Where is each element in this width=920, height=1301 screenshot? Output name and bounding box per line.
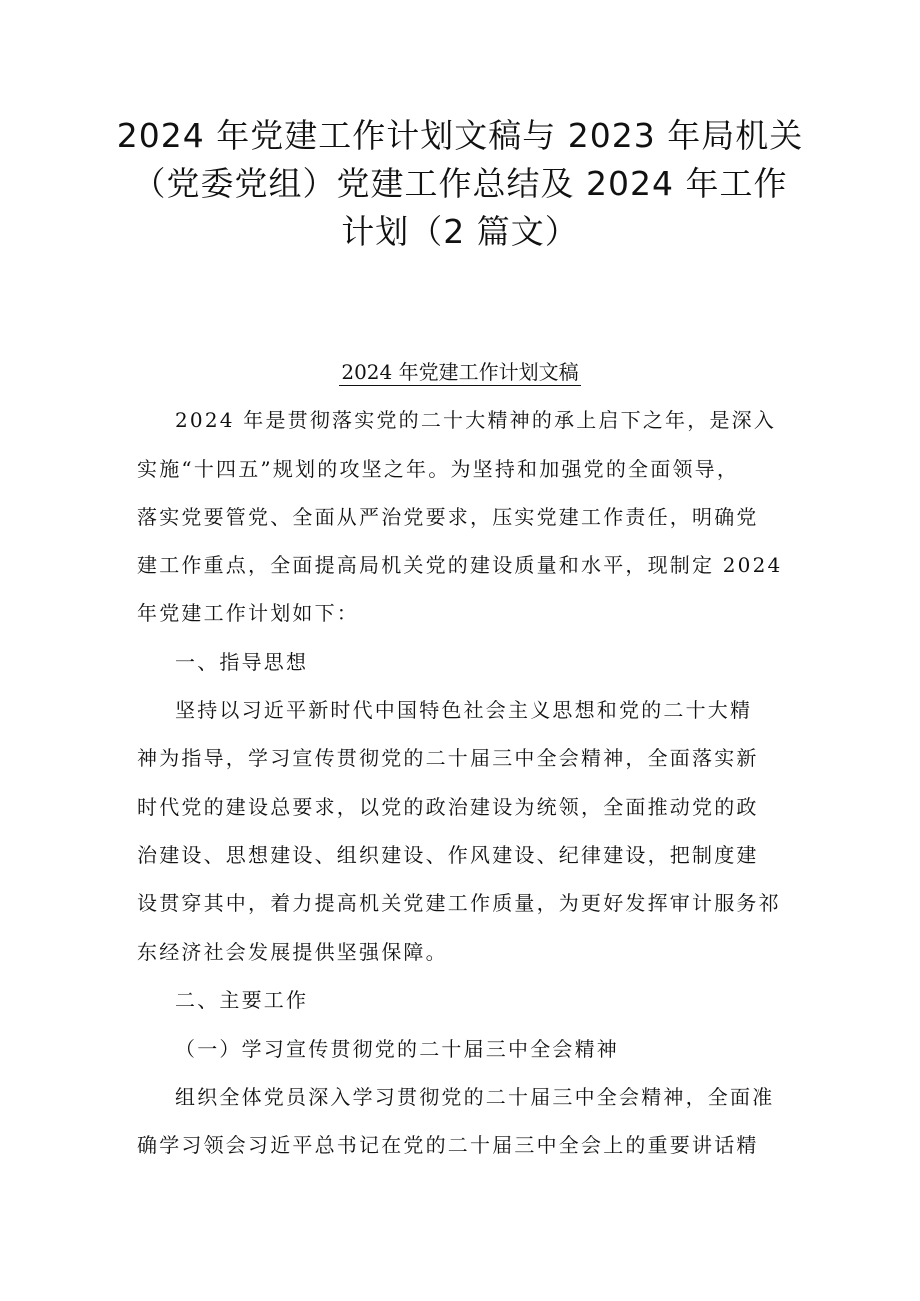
title-line-2: （党委党组）党建工作总结及 2024 年工作 xyxy=(132,164,788,203)
title-line-3: 计划（2 篇文） xyxy=(341,212,579,251)
body-line: 确学习领会习近平总书记在党的二十届三中全会上的重要讲话精 xyxy=(137,1133,759,1157)
body-line: 落实党要管党、全面从严治党要求，压实党建工作责任，明确党 xyxy=(137,505,759,529)
body-line: 组织全体党员深入学习贯彻党的二十届三中全会精神，全面准 xyxy=(175,1085,775,1109)
heading-main-work: 二、主要工作 xyxy=(175,988,309,1012)
body-line: 年党建工作计划如下： xyxy=(137,601,359,625)
body-line: 神为指导，学习宣传贯彻党的二十届三中全会精神，全面落实新 xyxy=(137,746,759,770)
body-line: 建工作重点，全面提高局机关党的建设质量和水平，现制定 2024 xyxy=(137,553,783,577)
body-line: 设贯穿其中，着力提高机关党建工作质量，为更好发挥审计服务祁 xyxy=(137,891,781,915)
body-line: 治建设、思想建设、组织建设、作风建设、纪律建设，把制度建 xyxy=(137,843,759,867)
heading-guiding-ideology: 一、指导思想 xyxy=(175,650,309,674)
section-title xyxy=(0,356,920,388)
section-title-text: 2024 年党建工作计划文稿 xyxy=(341,360,579,384)
body-line: 东经济社会发展提供坚强保障。 xyxy=(137,940,448,964)
body-line: 坚持以习近平新时代中国特色社会主义思想和党的二十大精 xyxy=(175,698,753,722)
title-line-1: 2024 年党建工作计划文稿与 2023 年局机关 xyxy=(116,116,804,155)
body-line: 2024 年是贯彻落实党的二十大精神的承上启下之年，是深入 xyxy=(175,408,777,432)
document-title xyxy=(110,112,810,256)
body-line: 时代党的建设总要求，以党的政治建设为统领，全面推动党的政 xyxy=(137,795,759,819)
subheading-study: （一）学习宣传贯彻党的二十届三中全会精神 xyxy=(175,1037,619,1061)
body-line: 实施“十四五”规划的攻坚之年。为坚持和加强党的全面领导， xyxy=(137,457,740,481)
